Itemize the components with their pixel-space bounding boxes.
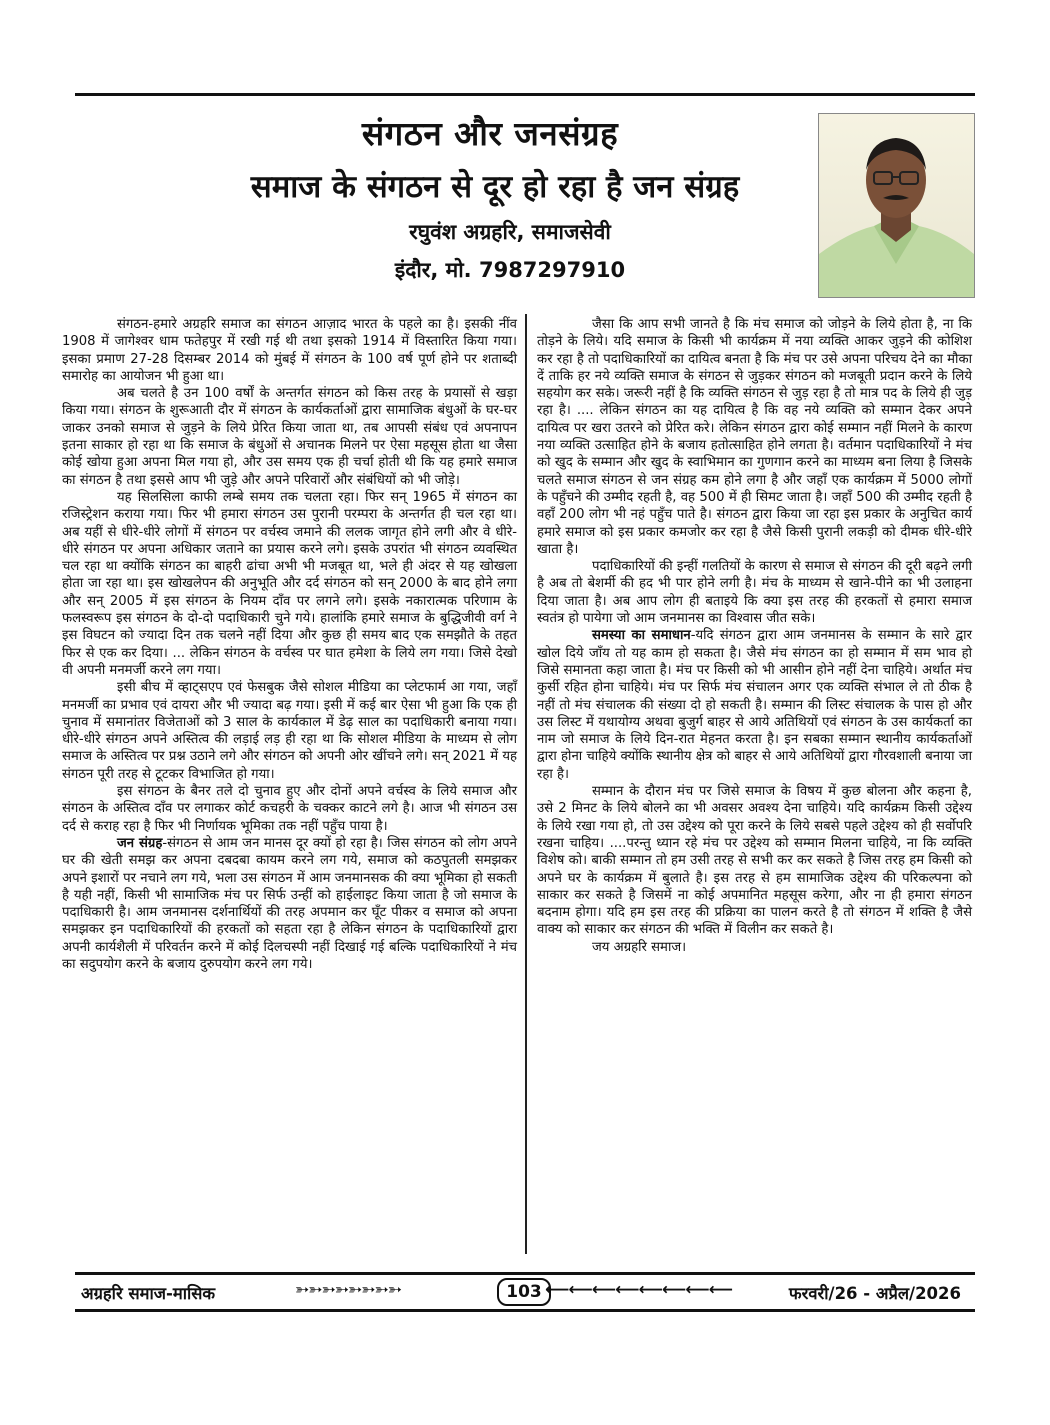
arrow-ornament-left-icon: ➳➳➳➳➳➳➳➳ (295, 1280, 401, 1300)
paragraph: सम्मान के दौरान मंच पर जिसे समाज के विषय में कुछ बोलना और कहना है, उसे 2 मिनट के लिये बोलने का भी अवसर अवश्य देना चाहिये। यदि कार्यक्रम किसी उद्देश्य के लिये रखा गया हो, तो उस उद्देश्य को पूरा करने के लिये सबसे पहले उद्देश्य को ही सर्वोपरि रखना चाहिय। ....परन्तु ध्यान रहे मंच पर उद्देश्य को सम्मान मिलना चाहिये, ना कि व्यक्ति विशेष को। बाकी सम्मान तो हम उसी तरह से सभी कर कर सकते है जिस तरह हम किसी को अपने घर के कार्यक्रम में बुलाते है। इस तरह से हम सामाजिक उद्देश्य की परिकल्पना को साकार कर सकते है जिसमें ना कोई अपमानित महसूस करेगा, और ना ही हमारा संगठन बदनाम होगा। यदि हम इस तरह की प्रक्रिया का पालन करते है तो संगठन में शक्ति है जैसे वाक्य को साकार कर संगठन की भक्ति में विलीन कर सकते है। (537, 784, 972, 938)
closing-line: जय अग्रहरि समाज। (592, 939, 687, 955)
author-photo (818, 113, 975, 298)
section-lead: समस्या का समाधान (592, 628, 691, 644)
paragraph: इस संगठन के बैनर तले दो चुनाव हुए और दोनों अपने वर्चस्व के लिये समाज और संगठन के अस्तित्व दाँव पर लगाकर कोर्ट कचहरी के चक्कर काटने लगे है। आज भी संगठन उस दर्द से कराह रहा है फिर भी निर्णायक भूमिका तक नहीं पहुँच पाया है। (62, 784, 517, 834)
column-divider (525, 314, 527, 1254)
paragraph: अब चलते है उन 100 वर्षों के अन्तर्गत संगठन को किस तरह के प्रयासों से खड़ा किया गया। संगठन के शुरूआती दौर में संगठन के कार्यकर्ताओं द्वारा सामाजिक बंधुओं के घर-घर जाकर उनको समाज से जुड़ने के लिये प्रेरित किया जाता था, तब आपसी संबंध एवं अपनापन इतना साकार हो रहा था कि समाज के बंधुओं से अचानक मिलने पर ऐसा महसूस होता था जैसा कोई खोया हुआ अपना मिल गया हो, और उस समय एक ही चर्चा होती थी कि यह हमारे समाज का संगठन है तथा इससे आप भी जुड़े और अपने परिवारों और संबंधियों को भी जोड़े। (62, 386, 517, 488)
paragraph: संगठन-हमारे अग्रहरि समाज का संगठन आज़ाद भारत के पहले का है। इसकी नींव 1908 में जागेश्वर धाम फतेहपुर में रखी गई थी तथा इसको 1914 में विस्तारित किया गया। इसका प्रमाण 27-28 दिसम्बर 2014 को मुंबई में संगठन के 100 वर्ष पूर्ण होने पर शताब्दी समारोह का आयोजन भी हुआ था। (62, 317, 517, 384)
section-lead: जन संग्रह (117, 835, 163, 851)
issue-date: फरवरी/26 - अप्रैल/2026 (788, 1284, 961, 1303)
paragraph: यह सिलसिला काफी लम्बे समय तक चलता रहा। फिर सन् 1965 में संगठन का रजिस्ट्रेशन कराया गया। फिर भी हमारा संगठन उस पुरानी परम्परा के अन्तर्गत ही चल रहा था। अब यहीं से धीरे-धीरे लोगों में संगठन पर वर्चस्व जमाने की ललक जागृत होने लगी और वे धीरे-धीरे संगठन पर अपना अधिकार जताने का प्रयास करने लगे। इसके उपरांत भी संगठन व्यवस्थित चल रहा था क्योंकि संगठन का बाहरी ढांचा अभी भी मजबूत था, भले ही अंदर से यह खोखला होता जा रहा था। इस खोखलेपन की अनुभूति और दर्द संगठन को सन् 2000 के बाद होने लगा और सन् 2005 में इस संगठन के नियम दाँव पर लगने लगे। इसके नकारात्मक परिणाम के फलस्वरूप इस संगठन के दो-दो पदाधिकारी चुने गये। हालांकि हमारे समाज के बुद्धिजीवी वर्ग ने इस विघटन को ज्यादा दिन तक चलने नहीं दिया और कुछ ही समय बाद एक समझौते के तहत फिर से एक कर दिया। ... लेकिन संगठन के वर्चस्व पर घात हमेशा के लिये लग गया। जिसे देखो वी अपनी मनमर्जी करने लग गया। (62, 489, 517, 678)
arrow-ornament-right-icon: ⟵⟵⟵⟵⟵⟵⟵⟵ (545, 1280, 732, 1300)
top-rule (75, 93, 975, 96)
article-title: संगठन और जनसंग्रह (361, 114, 619, 153)
author-portrait-icon (819, 114, 974, 297)
section-text: -संगठन से आम जन मानस दूर क्यों हो रहा है। जिस संगठन को लोग अपने घर की खेती समझ कर अपना दबदबा कायम करने लग गये, समाज को कठपुतली समझकर अपने इशारों पर नचाने लग गये, भला उस संगठन में आम जनमानसक की क्या भूमिका हो सकती है यही नहीं, किसी भी सामाजिक मंच पर सिर्फ उन्हीं को हाईलाइट किया जाता है जो समाज के पदाधिकारी है। आम जनमानस दर्शनार्थियों की तरह अपमान कर घूँट पीकर व समाज को अपना समझकर इन पदाधिकारियों की हरकतों को सहता रहा है लेकिन संगठन के पदाधिकारियों द्वारा अपनी कार्यशैली में परिवर्तन करने में कोई दिलचस्पी नहीं दिखाई गई बल्कि पदाधिकारियों ने मंच का सदुपयोग करने के बजाय दुरुपयोग करने लग गये। (62, 835, 517, 972)
publication-name: अग्रहरि समाज-मासिक (81, 1284, 216, 1303)
author-name: रघुवंश अग्रहरि, समाजसेवी (409, 220, 611, 244)
author-location: इंदौर, मो. 7987297910 (394, 258, 626, 282)
paragraph: इसी बीच में व्हाट्सएप एवं फेसबुक जैसे सोशल मीडिया का प्लेटफार्म आ गया, जहाँ मनमर्जी का प्रभाव एवं दायरा और भी ज्यादा बढ़ गया। इसी में कई बार ऐसा भी हुआ कि एक ही चुनाव में समानांतर विजेताओं को 3 साल के कार्यकाल में डेढ़ साल का पदाधिकारी बनाया गया। धीरे-धीरे संगठन अपने अस्तित्व की लड़ाई लड़ ही रहा था कि सोशल मीडिया के माध्यम से लोग समाज के अस्तित्व पर प्रश्न उठाने लगे और संगठन को अपनी ओर खींचने लगे। सन् 2021 में यह संगठन पूरी तरह से टूटकर विभाजित हो गया। (62, 680, 517, 782)
paragraph: जैसा कि आप सभी जानते है कि मंच समाज को जोड़ने के लिये होता है, ना कि तोड़ने के लिये। यदि समाज के किसी भी कार्यक्रम में नया व्यक्ति आकर जुड़ने की कोशिश कर रहा है तो पदाधिकारियों का दायित्व बनता है कि मंच पर उसे अपना परिचय देने का मौका दें ताकि हर नये व्यक्ति समाज के संगठन से जुड़कर संगठन को मजबूती प्रदान करने के लिये सहयोग कर सके। जरूरी नहीं है कि व्यक्ति संगठन से जुड़ रहा है तो मात्र पद के लिये ही जुड़ रहा है। .... लेकिन संगठन का यह दायित्व है कि वह नये व्यक्ति को सम्मान देकर अपने दायित्व पर खरा उतरने को प्रेरित करे। लेकिन संगठन द्वारा कोई सम्मान नहीं मिलने के कारण नया व्यक्ति उत्साहित होने के बजाय हतोत्साहित होने लगता है। वर्तमान पदाधिकारियों ने मंच को खुद के सम्मान और खुद के स्वाभिमान का गुणगान करने का माध्यम बना लिया है जिसके चलते समाज संगठन से जन संग्रह कम होने लगा है और जहाँ एक कार्यक्रम में 5000 लोगों के पहुँचने की उम्मीद रहती है, वह 500 में ही सिमट जाता है। जहाँ 500 की उम्मीद रहती है वहाँ 200 लोग भी नहं पहुँच पाते है। संगठन द्वारा किया जा रहा इस प्रकार के अनुचित कार्य हमारे समाज को इस प्रकार कमजोर कर रहा है जैसे किसी पुरानी लकड़ी को दीमक धीरे-धीरे खाता है। (537, 317, 972, 557)
page-number: 103 (497, 1278, 551, 1306)
right-column (537, 316, 972, 956)
article-subtitle: समाज के संगठन से दूर हो रहा है जन संग्रह (250, 169, 740, 205)
paragraph: पदाधिकारियों की इन्हीं गलतियों के कारण से समाज से संगठन की दूरी बढ़ने लगी है अब तो बेशर्मी की हद भी पार होने लगी है। मंच के माध्यम से खाने-पीने का भी उलाहना दिया जाता है। अब आप लोग ही बताइये कि क्या इस तरह की हरकतों से हमारा समाज स्वतंत्र हो पायेगा जो आम जनमानस का विश्वास जीत सके। (537, 559, 972, 627)
paragraph (537, 627, 972, 783)
section-text: -यदि संगठन द्वारा आम जनमानस के सम्मान के सारे द्वार खोल दिये जाँय तो यह काम हो सकता है। जैसे मंच संगठन का हो सम्मान में सम भाव हो जिसे समानता कहा जाता है। मंच पर किसी को भी आसीन होने नहीं देना चाहिये। अर्थात मंच कुर्सी रहित होना चाहिये। मंच पर सिर्फ मंच संचालन अगर एक व्यक्ति संभाल ले तो ठीक है नहीं तो मंच संचालक की संख्या दो हो सकती है। सम्मान की लिस्ट संचालक के पास हो और उस लिस्ट में यथायोग्य अथवा बुजुर्ग बाहर से आये अतिथियों एवं संगठन के उस कार्यकर्ता का नाम जो समाज के लिये दिन-रात मेहनत करता है। इन सबका सम्मान स्थानीय कार्यकर्ताओं द्वारा होना चाहिये क्योंकि स्थानीय क्षेत्र को बाहर से आये अतिथियों द्वारा गौरवशाली बनाया जा रहा है। (537, 628, 972, 782)
left-column (62, 316, 517, 973)
footer (75, 1272, 975, 1312)
paragraph (62, 835, 517, 973)
